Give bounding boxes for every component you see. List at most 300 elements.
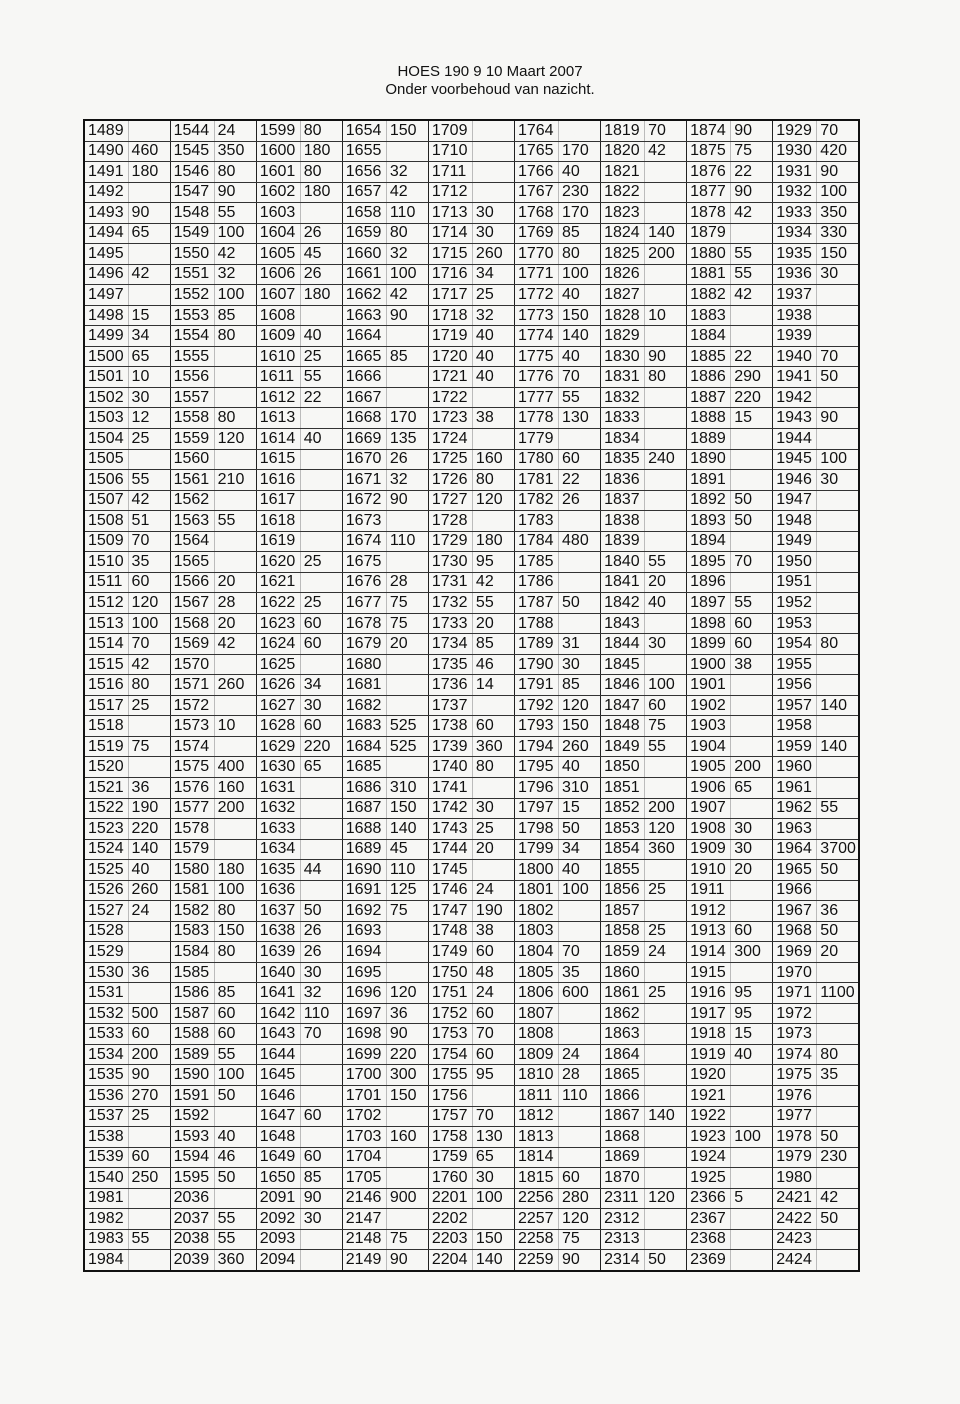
item-value-cell	[645, 962, 687, 983]
item-value-cell: 40	[731, 1044, 773, 1065]
item-number-cell: 1679	[342, 634, 386, 655]
item-number-cell: 1840	[601, 552, 645, 573]
table-row	[84, 162, 859, 183]
item-number-cell: 1984	[84, 1250, 128, 1271]
item-number-cell: 1666	[342, 367, 386, 388]
item-number-cell: 1512	[84, 593, 128, 614]
item-value-cell: 30	[731, 819, 773, 840]
item-value-cell	[645, 490, 687, 511]
item-number-cell: 1884	[687, 326, 731, 347]
item-value-cell: 48	[472, 962, 514, 983]
item-value-cell: 200	[128, 1044, 170, 1065]
item-value-cell: 525	[386, 736, 428, 757]
item-value-cell: 30	[817, 470, 859, 491]
item-number-cell: 1957	[773, 695, 817, 716]
item-value-cell	[731, 305, 773, 326]
item-value-cell: 100	[559, 880, 601, 901]
item-value-cell	[645, 654, 687, 675]
item-value-cell	[128, 983, 170, 1004]
item-number-cell: 1713	[428, 203, 472, 224]
item-number-cell: 1975	[773, 1065, 817, 1086]
item-value-cell: 24	[128, 901, 170, 922]
item-number-cell: 1514	[84, 634, 128, 655]
item-value-cell: 60	[300, 634, 342, 655]
table-row	[84, 244, 859, 265]
item-value-cell: 38	[731, 654, 773, 675]
item-number-cell: 1662	[342, 285, 386, 306]
item-number-cell: 1924	[687, 1147, 731, 1168]
item-number-cell: 1963	[773, 819, 817, 840]
item-number-cell: 1802	[514, 901, 558, 922]
item-number-cell: 1882	[687, 285, 731, 306]
item-number-cell: 1646	[256, 1085, 300, 1106]
item-value-cell: 180	[300, 182, 342, 203]
item-value-cell	[128, 1188, 170, 1209]
item-number-cell: 1536	[84, 1085, 128, 1106]
item-value-cell: 80	[214, 162, 256, 183]
item-number-cell: 1904	[687, 736, 731, 757]
item-value-cell: 40	[559, 346, 601, 367]
item-number-cell: 1680	[342, 654, 386, 675]
item-value-cell	[645, 1085, 687, 1106]
item-value-cell: 120	[386, 983, 428, 1004]
item-value-cell: 70	[300, 1024, 342, 1045]
item-number-cell: 1668	[342, 408, 386, 429]
item-value-cell	[386, 654, 428, 675]
item-value-cell: 200	[731, 757, 773, 778]
item-value-cell: 260	[128, 880, 170, 901]
item-number-cell: 1832	[601, 387, 645, 408]
item-number-cell: 1649	[256, 1147, 300, 1168]
item-value-cell: 150	[386, 798, 428, 819]
item-number-cell: 2311	[601, 1188, 645, 1209]
item-number-cell: 1740	[428, 757, 472, 778]
item-number-cell: 1976	[773, 1085, 817, 1106]
item-number-cell: 1898	[687, 613, 731, 634]
item-number-cell: 1594	[170, 1147, 214, 1168]
item-number-cell: 1809	[514, 1044, 558, 1065]
item-value-cell: 30	[472, 223, 514, 244]
item-value-cell	[300, 778, 342, 799]
item-value-cell	[817, 1250, 859, 1271]
item-number-cell: 1507	[84, 490, 128, 511]
item-number-cell: 1827	[601, 285, 645, 306]
item-number-cell: 1544	[170, 120, 214, 141]
item-number-cell: 1698	[342, 1024, 386, 1045]
item-value-cell: 900	[386, 1188, 428, 1209]
item-number-cell: 1618	[256, 511, 300, 532]
item-value-cell	[386, 326, 428, 347]
item-value-cell	[214, 819, 256, 840]
item-value-cell: 40	[214, 1127, 256, 1148]
item-value-cell: 38	[472, 921, 514, 942]
item-value-cell: 42	[731, 285, 773, 306]
item-number-cell: 1496	[84, 264, 128, 285]
item-value-cell	[214, 1106, 256, 1127]
item-number-cell: 1520	[84, 757, 128, 778]
table-row	[84, 901, 859, 922]
item-value-cell: 220	[300, 736, 342, 757]
item-value-cell	[817, 428, 859, 449]
item-value-cell	[731, 1168, 773, 1189]
item-value-cell: 60	[731, 921, 773, 942]
item-value-cell: 55	[214, 1229, 256, 1250]
item-number-cell: 1810	[514, 1065, 558, 1086]
item-value-cell	[731, 736, 773, 757]
item-value-cell: 150	[386, 120, 428, 141]
item-number-cell: 1890	[687, 449, 731, 470]
page-title: HOES 190 9 10 Maart 2007	[397, 63, 583, 80]
item-number-cell: 1804	[514, 942, 558, 963]
item-number-cell: 1814	[514, 1147, 558, 1168]
item-value-cell: 140	[645, 1106, 687, 1127]
item-value-cell: 170	[559, 141, 601, 162]
item-value-cell: 42	[214, 634, 256, 655]
item-value-cell: 180	[300, 285, 342, 306]
item-number-cell: 2149	[342, 1250, 386, 1271]
item-number-cell: 1515	[84, 654, 128, 675]
table-row	[84, 716, 859, 737]
item-value-cell: 15	[731, 408, 773, 429]
item-value-cell	[645, 264, 687, 285]
item-value-cell: 480	[559, 531, 601, 552]
item-number-cell: 1850	[601, 757, 645, 778]
item-value-cell: 50	[817, 367, 859, 388]
item-number-cell: 1619	[256, 531, 300, 552]
item-value-cell	[386, 1147, 428, 1168]
item-number-cell: 1702	[342, 1106, 386, 1127]
item-number-cell: 1824	[601, 223, 645, 244]
item-number-cell: 1587	[170, 1003, 214, 1024]
item-value-cell: 30	[300, 695, 342, 716]
item-value-cell	[645, 162, 687, 183]
item-value-cell: 100	[128, 613, 170, 634]
table-row	[84, 1003, 859, 1024]
table-row	[84, 449, 859, 470]
item-value-cell: 130	[559, 408, 601, 429]
item-number-cell: 1538	[84, 1127, 128, 1148]
item-number-cell: 1595	[170, 1168, 214, 1189]
item-number-cell: 1891	[687, 470, 731, 491]
item-number-cell: 1815	[514, 1168, 558, 1189]
item-number-cell: 1970	[773, 962, 817, 983]
item-number-cell: 1889	[687, 428, 731, 449]
item-value-cell: 45	[300, 244, 342, 265]
item-value-cell: 20	[214, 572, 256, 593]
item-number-cell: 1979	[773, 1147, 817, 1168]
item-value-cell: 38	[472, 408, 514, 429]
item-number-cell: 1950	[773, 552, 817, 573]
item-number-cell: 1917	[687, 1003, 731, 1024]
item-number-cell: 1785	[514, 552, 558, 573]
item-number-cell: 1504	[84, 428, 128, 449]
item-number-cell: 1956	[773, 675, 817, 696]
item-number-cell: 1625	[256, 654, 300, 675]
item-value-cell: 75	[386, 1229, 428, 1250]
item-value-cell	[559, 613, 601, 634]
item-number-cell: 1599	[256, 120, 300, 141]
item-number-cell: 1553	[170, 305, 214, 326]
item-number-cell: 1627	[256, 695, 300, 716]
item-number-cell: 2202	[428, 1209, 472, 1230]
item-value-cell: 15	[128, 305, 170, 326]
item-number-cell: 1908	[687, 819, 731, 840]
item-number-cell: 2368	[687, 1229, 731, 1250]
item-value-cell: 55	[731, 593, 773, 614]
item-value-cell: 50	[559, 593, 601, 614]
item-number-cell: 1799	[514, 839, 558, 860]
item-value-cell	[817, 387, 859, 408]
table-row	[84, 654, 859, 675]
item-number-cell: 1614	[256, 428, 300, 449]
item-number-cell: 1630	[256, 757, 300, 778]
item-value-cell	[559, 1147, 601, 1168]
item-value-cell: 20	[472, 839, 514, 860]
item-number-cell: 1954	[773, 634, 817, 655]
item-number-cell: 1772	[514, 285, 558, 306]
item-number-cell: 1776	[514, 367, 558, 388]
item-value-cell	[300, 1085, 342, 1106]
item-number-cell: 1819	[601, 120, 645, 141]
item-number-cell: 1699	[342, 1044, 386, 1065]
item-value-cell	[472, 120, 514, 141]
item-number-cell: 1510	[84, 552, 128, 573]
item-number-cell: 1943	[773, 408, 817, 429]
item-number-cell: 1844	[601, 634, 645, 655]
item-number-cell: 1711	[428, 162, 472, 183]
item-value-cell	[731, 962, 773, 983]
item-number-cell: 1911	[687, 880, 731, 901]
item-number-cell: 1974	[773, 1044, 817, 1065]
item-number-cell: 1612	[256, 387, 300, 408]
item-number-cell: 1648	[256, 1127, 300, 1148]
item-value-cell: 70	[559, 942, 601, 963]
item-number-cell: 2369	[687, 1250, 731, 1271]
item-value-cell	[817, 1106, 859, 1127]
item-number-cell: 1548	[170, 203, 214, 224]
item-value-cell	[214, 387, 256, 408]
item-value-cell: 160	[472, 449, 514, 470]
item-value-cell: 140	[817, 695, 859, 716]
item-number-cell: 1566	[170, 572, 214, 593]
item-value-cell: 50	[731, 490, 773, 511]
item-number-cell: 1533	[84, 1024, 128, 1045]
item-value-cell: 42	[128, 654, 170, 675]
item-number-cell: 1535	[84, 1065, 128, 1086]
item-number-cell: 1584	[170, 942, 214, 963]
item-value-cell: 180	[472, 531, 514, 552]
item-value-cell: 100	[817, 182, 859, 203]
item-number-cell: 1865	[601, 1065, 645, 1086]
item-number-cell: 2366	[687, 1188, 731, 1209]
table-row	[84, 1024, 859, 1045]
item-number-cell: 1508	[84, 511, 128, 532]
item-number-cell: 1494	[84, 223, 128, 244]
item-number-cell: 1825	[601, 244, 645, 265]
item-value-cell	[645, 1003, 687, 1024]
item-number-cell: 1567	[170, 593, 214, 614]
table-row	[84, 264, 859, 285]
item-value-cell: 30	[128, 387, 170, 408]
item-value-cell: 310	[386, 778, 428, 799]
item-value-cell: 40	[300, 428, 342, 449]
item-number-cell: 1573	[170, 716, 214, 737]
item-value-cell	[731, 798, 773, 819]
item-number-cell: 1684	[342, 736, 386, 757]
item-number-cell: 1571	[170, 675, 214, 696]
item-number-cell: 1505	[84, 449, 128, 470]
item-number-cell: 1918	[687, 1024, 731, 1045]
table-row	[84, 778, 859, 799]
item-number-cell: 1581	[170, 880, 214, 901]
item-value-cell: 50	[817, 1209, 859, 1230]
item-value-cell: 80	[214, 942, 256, 963]
item-number-cell: 1907	[687, 798, 731, 819]
item-value-cell	[472, 695, 514, 716]
item-value-cell: 30	[472, 1168, 514, 1189]
table-row	[84, 1188, 859, 1209]
item-number-cell: 1849	[601, 736, 645, 757]
item-number-cell: 1687	[342, 798, 386, 819]
item-number-cell: 1697	[342, 1003, 386, 1024]
item-value-cell	[731, 675, 773, 696]
item-number-cell: 1626	[256, 675, 300, 696]
item-value-cell: 75	[128, 736, 170, 757]
item-number-cell: 1500	[84, 346, 128, 367]
item-number-cell: 1607	[256, 285, 300, 306]
item-value-cell	[300, 1044, 342, 1065]
item-number-cell: 1961	[773, 778, 817, 799]
item-value-cell	[817, 1085, 859, 1106]
item-value-cell: 42	[128, 264, 170, 285]
item-number-cell: 2092	[256, 1209, 300, 1230]
item-number-cell: 1973	[773, 1024, 817, 1045]
item-number-cell: 1945	[773, 449, 817, 470]
item-number-cell: 1635	[256, 860, 300, 881]
item-number-cell: 1724	[428, 428, 472, 449]
item-number-cell: 2146	[342, 1188, 386, 1209]
item-value-cell: 60	[300, 1106, 342, 1127]
item-value-cell: 90	[386, 490, 428, 511]
item-number-cell: 1771	[514, 264, 558, 285]
item-value-cell: 260	[559, 736, 601, 757]
item-value-cell: 140	[386, 819, 428, 840]
item-value-cell	[817, 572, 859, 593]
item-number-cell: 1518	[84, 716, 128, 737]
item-number-cell: 1843	[601, 613, 645, 634]
item-number-cell: 1692	[342, 901, 386, 922]
item-number-cell: 1886	[687, 367, 731, 388]
item-number-cell: 1863	[601, 1024, 645, 1045]
item-value-cell: 300	[731, 942, 773, 963]
item-number-cell: 1704	[342, 1147, 386, 1168]
item-value-cell: 250	[128, 1168, 170, 1189]
table-row	[84, 757, 859, 778]
item-value-cell	[645, 408, 687, 429]
item-number-cell: 1689	[342, 839, 386, 860]
item-value-cell	[128, 1250, 170, 1271]
item-number-cell: 1681	[342, 675, 386, 696]
table-row	[84, 1044, 859, 1065]
item-value-cell: 55	[731, 244, 773, 265]
item-value-cell: 85	[214, 983, 256, 1004]
table-row	[84, 634, 859, 655]
item-number-cell: 1499	[84, 326, 128, 347]
item-value-cell: 28	[559, 1065, 601, 1086]
item-value-cell: 90	[128, 203, 170, 224]
item-value-cell	[472, 1209, 514, 1230]
item-number-cell: 1617	[256, 490, 300, 511]
item-value-cell	[300, 449, 342, 470]
item-number-cell: 1551	[170, 264, 214, 285]
table-row	[84, 1127, 859, 1148]
item-value-cell: 14	[472, 675, 514, 696]
item-number-cell: 1820	[601, 141, 645, 162]
item-number-cell: 1603	[256, 203, 300, 224]
table-row	[84, 1229, 859, 1250]
table-row	[84, 223, 859, 244]
item-number-cell: 1717	[428, 285, 472, 306]
item-value-cell	[817, 757, 859, 778]
item-number-cell: 1897	[687, 593, 731, 614]
item-number-cell: 1960	[773, 757, 817, 778]
item-number-cell: 1803	[514, 921, 558, 942]
item-number-cell: 1853	[601, 819, 645, 840]
item-value-cell: 70	[559, 367, 601, 388]
item-number-cell: 1826	[601, 264, 645, 285]
item-value-cell: 90	[386, 1024, 428, 1045]
item-number-cell: 1726	[428, 470, 472, 491]
item-number-cell: 1690	[342, 860, 386, 881]
item-number-cell: 1501	[84, 367, 128, 388]
item-number-cell: 1781	[514, 470, 558, 491]
item-value-cell: 40	[559, 162, 601, 183]
item-value-cell: 95	[472, 552, 514, 573]
item-value-cell: 15	[731, 1024, 773, 1045]
item-number-cell: 1930	[773, 141, 817, 162]
item-value-cell	[386, 367, 428, 388]
item-number-cell: 1787	[514, 593, 558, 614]
item-value-cell	[731, 449, 773, 470]
item-number-cell: 1770	[514, 244, 558, 265]
item-value-cell: 90	[817, 162, 859, 183]
item-value-cell: 100	[731, 1127, 773, 1148]
item-value-cell	[472, 182, 514, 203]
item-value-cell	[386, 141, 428, 162]
item-value-cell: 100	[817, 449, 859, 470]
item-number-cell: 1506	[84, 470, 128, 491]
item-value-cell	[645, 778, 687, 799]
table-row	[84, 408, 859, 429]
item-value-cell	[731, 1229, 773, 1250]
item-number-cell: 1962	[773, 798, 817, 819]
item-value-cell	[645, 613, 687, 634]
item-number-cell: 1720	[428, 346, 472, 367]
item-number-cell: 1537	[84, 1106, 128, 1127]
item-value-cell: 50	[817, 860, 859, 881]
item-number-cell: 1760	[428, 1168, 472, 1189]
item-value-cell	[645, 1044, 687, 1065]
item-number-cell: 1489	[84, 120, 128, 141]
item-value-cell: 55	[214, 1044, 256, 1065]
item-value-cell: 55	[214, 1209, 256, 1230]
table-row	[84, 203, 859, 224]
item-value-cell: 170	[386, 408, 428, 429]
item-number-cell: 1615	[256, 449, 300, 470]
item-value-cell: 180	[128, 162, 170, 183]
item-number-cell: 1658	[342, 203, 386, 224]
item-value-cell: 190	[128, 798, 170, 819]
